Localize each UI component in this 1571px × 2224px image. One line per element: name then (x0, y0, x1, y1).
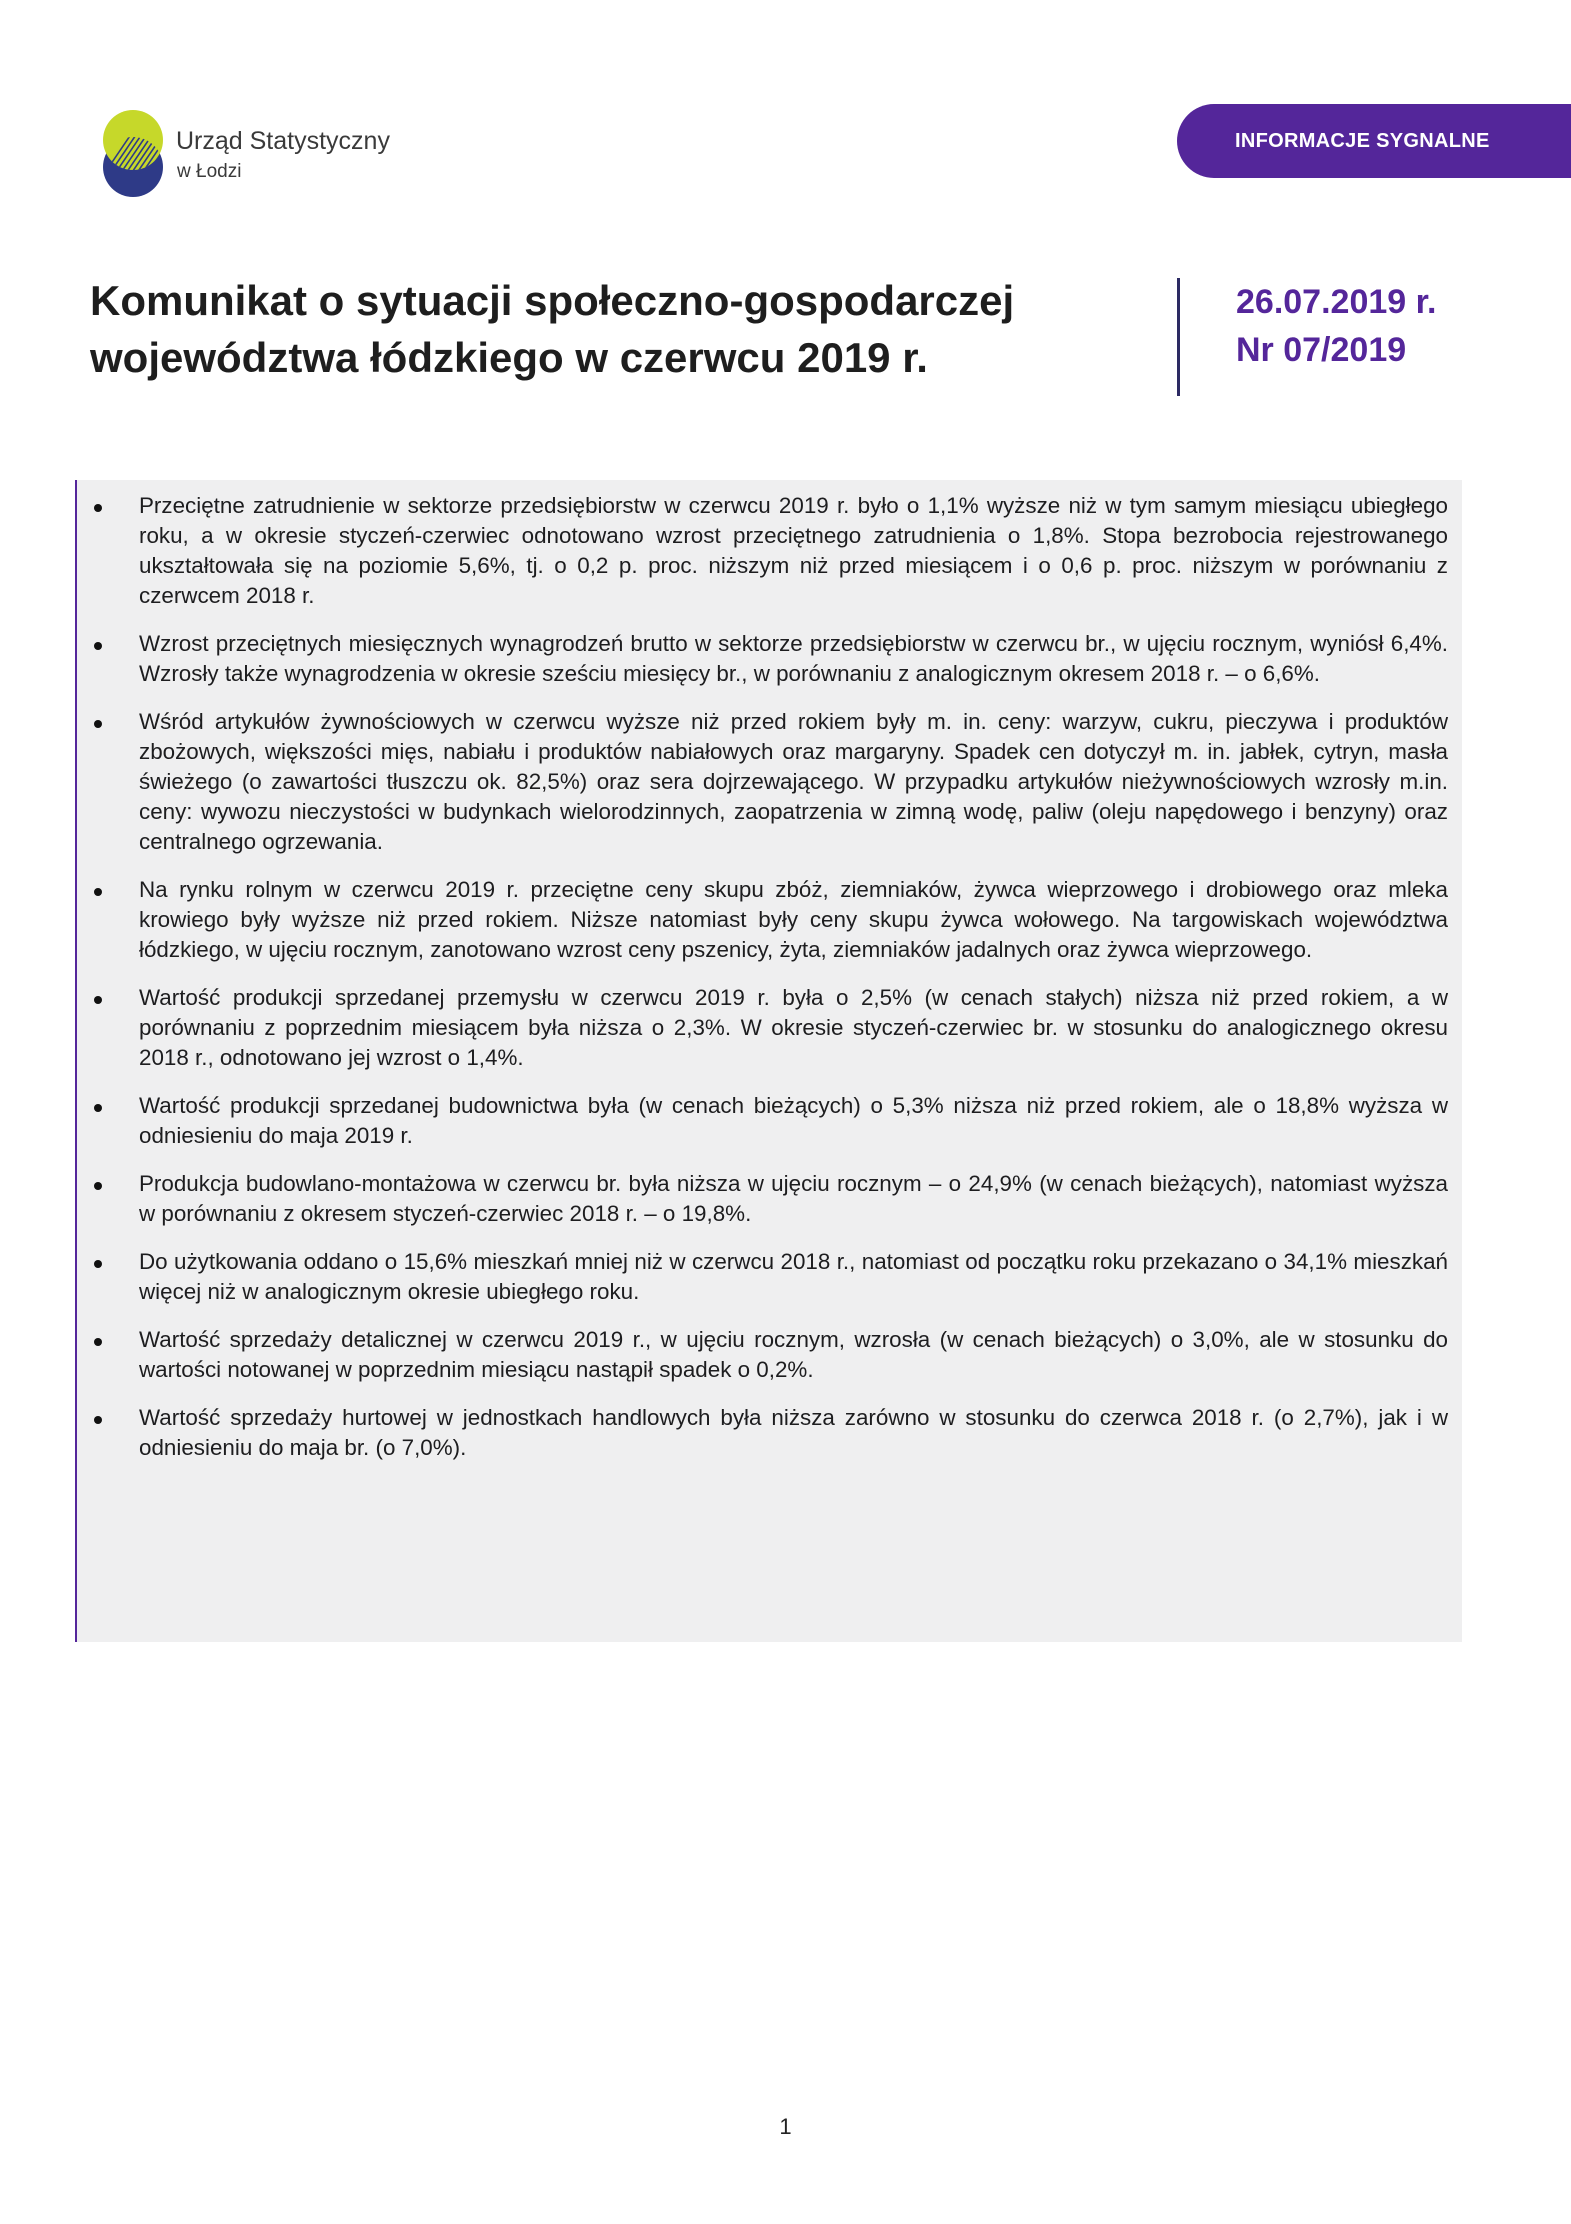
logo-title: Urząd Statystyczny (176, 127, 390, 155)
summary-item: Wzrost przeciętnych miesięcznych wynagrodzeń brutto w sektorze przedsiębiorstw w czerwcu br., w ujęciu rocznym, wyniósł 6,4%. Wzrosły także wynagrodzenia w okresie sześciu miesięcy br., w porównaniu z analogicznym okresem 2018 r. – o 6,6%. (77, 629, 1448, 689)
summary-item: Przeciętne zatrudnienie w sektorze przedsiębiorstw w czerwcu 2019 r. było o 1,1% wyższe niż w tym samym miesiącu ubiegłego roku, a w okresie styczeń-czerwiec odnotowano wzrost przeciętnego zatrudnienia o 1,8%. Stopa bezrobocia rejestrowanego ukształtowała się na poziomie 5,6%, tj. o 0,2 p. proc. niższym niż przed miesiącem i o 0,6 p. proc. niższym w porównaniu z czerwcem 2018 r. (77, 491, 1448, 611)
summary-item: Wartość sprzedaży detalicznej w czerwcu 2019 r., w ujęciu rocznym, wzrosła (w cenach bieżących) o 3,0%, ale w stosunku do wartości notowanej w poprzednim miesiącu nastąpił spadek o 0,2%. (77, 1325, 1448, 1385)
publication-date: 26.07.2019 r. (1236, 283, 1437, 321)
logo-subtitle: w Łodzi (177, 161, 242, 182)
section-badge: INFORMACJE SYGNALNE (1177, 104, 1571, 178)
page-title (90, 272, 1150, 386)
summary-item: Do użytkowania oddano o 15,6% mieszkań mniej niż w czerwcu 2018 r., natomiast od początku roku przekazano o 34,1% mieszkań więcej niż w analogicznym okresie ubiegłego roku. (77, 1247, 1448, 1307)
summary-box (75, 480, 1462, 1642)
summary-item: Wśród artykułów żywnościowych w czerwcu wyższe niż przed rokiem były m. in. ceny: warzyw, cukru, pieczywa i produktów zbożowych, większości mięs, nabiału i produktów nabiałowych oraz margaryny. Spadek cen dotyczył m. in. jabłek, cytryn, masła świeżego (o zawartości tłuszczu ok. 82,5%) oraz sera dojrzewającego. W przypadku artykułów nieżywnościowych wzrosły m.in. ceny: wywozu nieczystości w budynkach wielorodzinnych, zaopatrzenia w zimną wodę, paliw (oleju napędowego i benzyny) oraz centralnego ogrzewania. (77, 707, 1448, 857)
summary-item: Wartość sprzedaży hurtowej w jednostkach handlowych była niższa zarówno w stosunku do czerwca 2018 r. (o 2,7%), jak i w odniesieniu do maja br. (o 7,0%). (77, 1403, 1448, 1463)
page-title-line-2: województwa łódzkiego w czerwcu 2019 r. (90, 334, 928, 381)
page-title-line-1: Komunikat o sytuacji społeczno-gospodarczej (90, 277, 1015, 324)
page-number: 1 (779, 2114, 792, 2139)
title-divider (1177, 278, 1180, 396)
logo (100, 107, 420, 202)
summary-item: Produkcja budowlano-montażowa w czerwcu br. była niższa w ujęciu rocznym – o 24,9% (w cenach bieżących), natomiast wyższa w porównaniu z okresem styczeń-czerwiec 2018 r. – o 19,8%. (77, 1169, 1448, 1229)
summary-item: Wartość produkcji sprzedanej przemysłu w czerwcu 2019 r. była o 2,5% (w cenach stałych) niższa niż przed rokiem, a w porównaniu z poprzednim miesiącem była niższa o 2,3%. W okresie styczeń-czerwiec br. w stosunku do analogicznego okresu 2018 r., odnotowano jej wzrost o 1,4%. (77, 983, 1448, 1073)
summary-item: Wartość produkcji sprzedanej budownictwa była (w cenach bieżących) o 5,3% niższa niż przed rokiem, ale o 18,8% wyższa w odniesieniu do maja 2019 r. (77, 1091, 1448, 1151)
summary-list (77, 480, 1462, 1463)
publication-number: Nr 07/2019 (1236, 331, 1407, 369)
summary-item: Na rynku rolnym w czerwcu 2019 r. przeciętne ceny skupu zbóż, ziemniaków, żywca wieprzowego i drobiowego oraz mleka krowiego były wyższe niż przed rokiem. Niższe natomiast były ceny skupu żywca wołowego. Na targowiskach województwa łódzkiego, w ujęciu rocznym, zanotowano wzrost ceny pszenicy, żyta, ziemniaków jadalnych oraz żywca wieprzowego. (77, 875, 1448, 965)
logo-icon (100, 107, 166, 203)
